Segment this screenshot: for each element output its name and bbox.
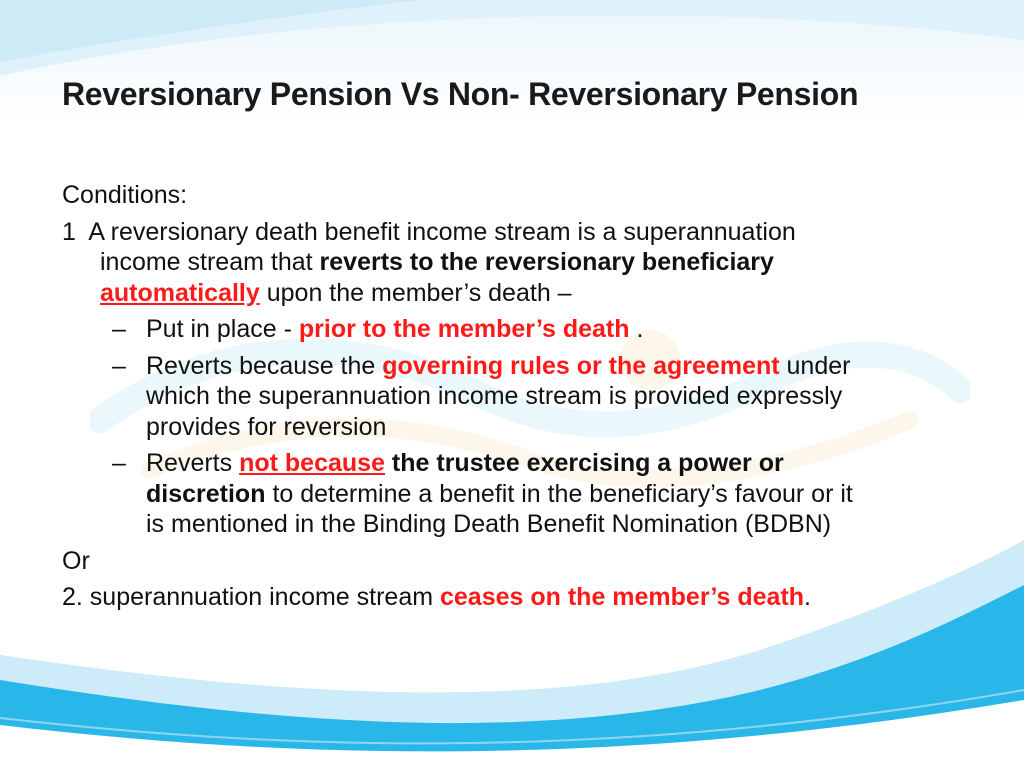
condition-1-text-b: income stream that [100, 248, 313, 276]
condition-2-text-a: 2. superannuation income stream [62, 583, 434, 611]
bullet-3-text-b: to determine a benefit in the beneficiary’s favour or it [272, 479, 853, 508]
bullet-3-not-because: not because [239, 449, 385, 477]
bullet-2-text-a: Reverts because the [146, 351, 376, 380]
condition-1-first-line [62, 217, 972, 248]
bullet-3-line-1 [146, 448, 972, 479]
bullet-3-bold-b: discretion [146, 479, 266, 508]
condition-1-automatically: automatically [100, 278, 260, 307]
bullet-2-line-2: which the superannuation income stream is provided expressly [146, 382, 843, 410]
dash-bullet-icon: – [112, 315, 126, 343]
bullet-3-text-a: Reverts [146, 449, 233, 477]
bullet-text [146, 351, 972, 443]
conditions-label: Conditions: [62, 181, 188, 209]
bullet-text [146, 448, 972, 540]
bullet-3-bold-a: the trustee exercising a power or [391, 449, 784, 477]
bullet-item [62, 351, 972, 443]
condition-2-text-b: . [804, 583, 811, 611]
bullet-item [62, 448, 972, 540]
bullet-1-text-a: Put in place - [146, 315, 292, 343]
bullet-item [62, 314, 972, 345]
bullet-2-line-1 [146, 351, 972, 382]
slide-body [62, 180, 972, 613]
condition-1-text-a: A reversionary death benefit income stream is a superannuation [88, 217, 796, 246]
bullet-text [146, 314, 972, 345]
dash-bullet-icon: – [112, 351, 126, 380]
condition-item-2 [62, 582, 972, 613]
bullet-2-red: governing rules or the agreement [382, 351, 780, 380]
slide-title: Reversionary Pension Vs Non- Reversionary Pension [62, 76, 859, 112]
condition-2-red: ceases on the member’s death [440, 583, 805, 611]
bullet-3-line-2 [146, 479, 972, 510]
condition-1-bold-reverts: reverts to the reversionary beneficiary [319, 248, 774, 276]
bullet-1-text-b: . [636, 315, 644, 343]
condition-1-number: 1 [62, 217, 76, 246]
bullet-2-text-b: under [786, 351, 851, 380]
dash-bullet-icon: – [112, 449, 126, 477]
condition-item-1 [62, 217, 972, 309]
condition-1-third-line [62, 278, 972, 309]
or-label: Or [62, 546, 90, 575]
bullet-3-line-3: is mentioned in the Binding Death Benefit Nomination (BDBN) [146, 510, 832, 538]
condition-1-second-line [62, 247, 972, 278]
condition-1-text-c: upon the member’s death – [266, 278, 572, 307]
bullet-1-red: prior to the member’s death [298, 315, 630, 343]
bullet-2-line-3: provides for reversion [146, 412, 387, 441]
